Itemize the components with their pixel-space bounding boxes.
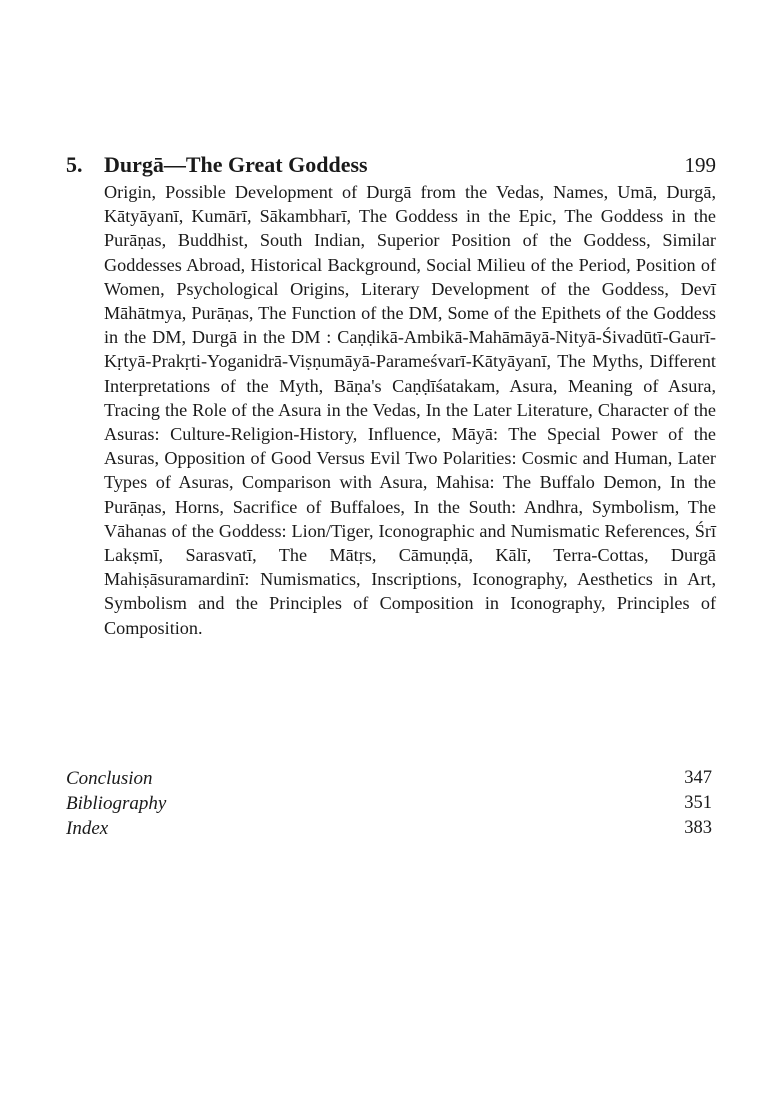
- chapter-number: 5.: [66, 152, 83, 177]
- chapter-description: Origin, Possible Development of Durgā from the Vedas, Names, Umā, Durgā, Kātyāyanī, Kumārī, Sākambharī, The Goddess in the Epic, The Goddess in the Purāṇas, Buddhist, South Indian, Superior Position of the Goddess, Similar Goddesses Abroad, Historical Background, Social Milieu of the Period, Position of Women, Psychological Origins, Literary Development of the Goddess, Devī Māhātmya, Purāṇas, The Function of the DM, Some of the Epithets of the Goddess in the DM, Durgā in the DM : Caṇḍikā-Ambikā-Mahāmāyā-Nityā-Śivadūtī-Gaurī-Kṛtyā-Prakṛti-Yoganidrā-Viṣṇumāyā-Parameśvarī-Kātyāyanī, The Myths, Different Interpretations of the Myth, Bāṇa's Caṇḍīśatakam, Asura, Meaning of Asura, Tracing the Role of the Asura in the Vedas, In the Later Literature, Character of the Asuras: Culture-Religion-History, Influence, Māyā: The Special Power of the Asuras, Opposition of Good Versus Evil Two Polarities: Cosmic and Human, Later Types of Asuras, Comparison with Asura, Mahisa: The Buffalo Demon, In the Purāṇas, Horns, Sacrifice of Buffaloes, In the South: Andhra, Symbolism, The Vāhanas of the Goddess: Lion/Tiger, Iconographic and Numismatic References, Śrī Lakṣmī, Sarasvatī, The Mātṛs, Cāmuṇḍā, Kālī, Terra-Cottas, Durgā Mahiṣāsuramardinī: Numismatics, Inscriptions, Iconography, Aesthetics in Art, Symbolism and the Principles of Composition in Iconography, Principles of Composition.: [104, 182, 716, 638]
- chapter-page-number: 199: [684, 153, 716, 177]
- backmatter-item-bibliography: [66, 791, 712, 816]
- backmatter-page-number: 383: [684, 818, 712, 838]
- chapter-entry: [66, 150, 716, 640]
- backmatter-label: Conclusion: [66, 768, 153, 789]
- backmatter-label: Index: [66, 818, 109, 839]
- chapter-title: Durgā—The Great Goddess: [104, 152, 368, 177]
- backmatter-item-index: [66, 816, 712, 841]
- chapter-heading: [66, 150, 716, 180]
- backmatter-page-number: 347: [684, 768, 712, 788]
- backmatter-page-number: 351: [684, 793, 712, 813]
- backmatter-list: [66, 766, 712, 841]
- backmatter-label: Bibliography: [66, 793, 167, 814]
- backmatter-item-conclusion: [66, 766, 712, 791]
